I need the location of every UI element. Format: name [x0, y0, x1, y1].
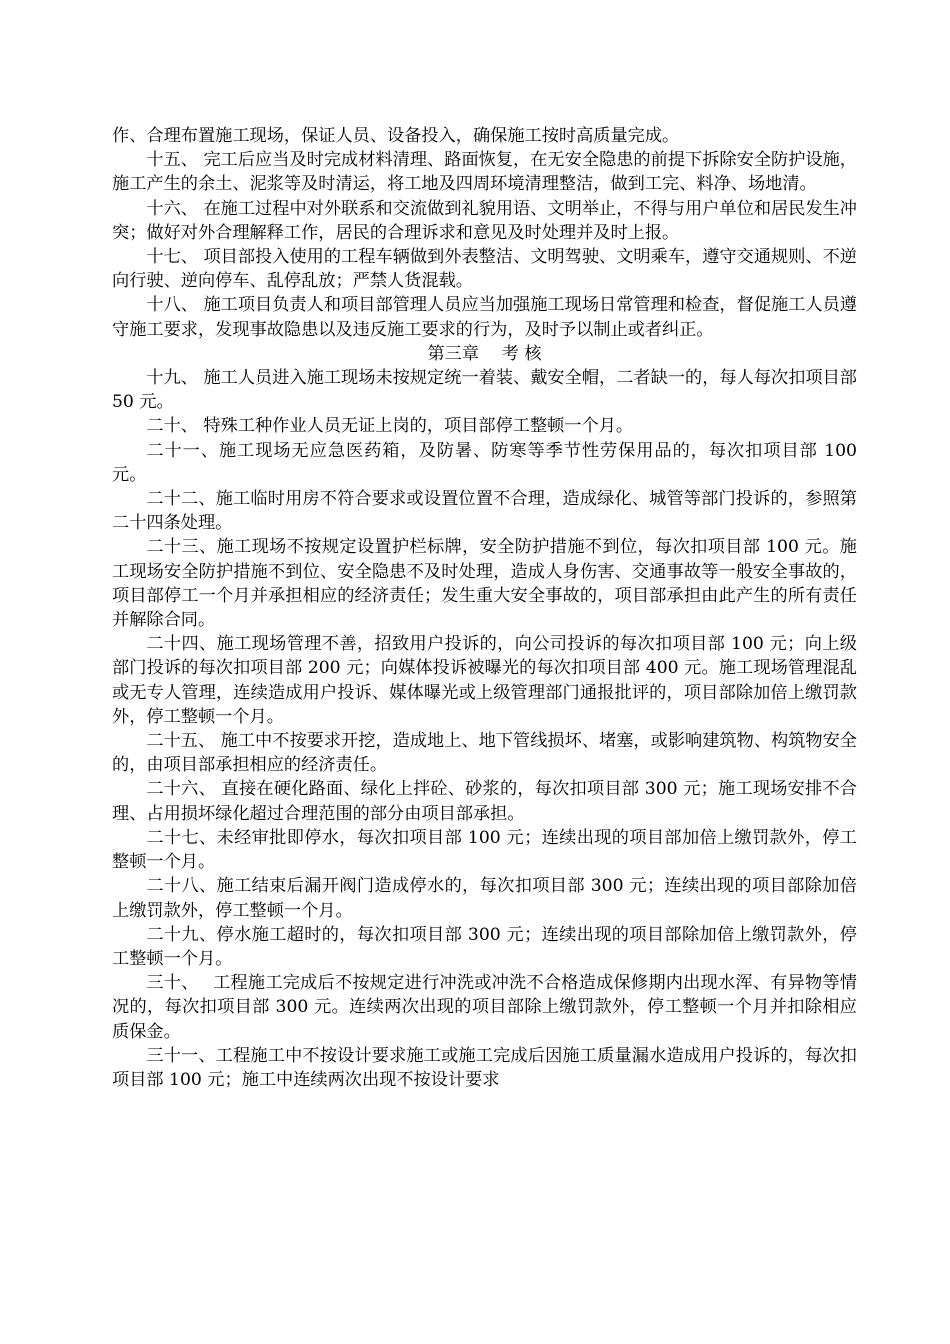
clause-25: 二十五、 施工中不按要求开挖，造成地上、地下管线损坏、堵塞，或影响建筑物、构筑物安全的，由项目部承担相应的经济责任。 [112, 731, 857, 776]
clause-26: 二十六、 直接在硬化路面、绿化上拌砼、砂浆的，每次扣项目部 300 元；施工现场安排不合理、占用损坏绿化超过合理范围的部分由项目部承担。 [112, 779, 857, 824]
chapter-heading: 第三章 考 核 [427, 343, 542, 364]
clause-23: 二十三、施工现场不按规定设置护栏标牌，安全防护措施不到位，每次扣项目部 100 元。施工现场安全防护措施不到位、安全隐患不及时处理，造成人身伤害、交通事故等一般安全事故的，项目部停工一个月并承担相应的经济责任；发生重大安全事故的，项目部承担由此产生的所有责任并解除合同。 [112, 537, 857, 631]
clause-20: 二十、 特殊工种作业人员无证上岗的，项目部停工整顿一个月。 [146, 416, 634, 437]
clause-16: 十六、 在施工过程中对外联系和交流做到礼貌用语、文明举止，不得与用户单位和居民发生冲突；做好对外合理解释工作，居民的合理诉求和意见及时处理并及时上报。 [112, 198, 857, 243]
clause-17: 十七、 项目部投入使用的工程车辆做到外表整洁、文明驾驶、文明乘车，遵守交通规则、不逆向行驶、逆向停车、乱停乱放；严禁人货混载。 [112, 247, 857, 292]
clause-28: 二十八、施工结束后漏开阀门造成停水的，每次扣项目部 300 元；连续出现的项目部除加倍上缴罚款外，停工整顿一个月。 [112, 876, 857, 921]
clause-31: 三十一、工程施工中不按设计要求施工或施工完成后因施工质量漏水造成用户投诉的，每次扣项目部 100 元；施工中连续两次出现不按设计要求 [112, 1045, 857, 1090]
clause-24: 二十四、施工现场管理不善，招致用户投诉的，向公司投诉的每次扣项目部 100 元；向上级部门投诉的每次扣项目部 200 元；向媒体投诉被曝光的每次扣项目部 400 元。施工现场管理混乱或无专人管理，连续造成用户投诉、媒体曝光或上级管理部门通报批评的，项目部除加倍上缴罚款外，停工整顿一个月。 [112, 634, 857, 727]
clause-21: 二十一、施工现场无应急医药箱，及防暑、防寒等季节性劳保用品的，每次扣项目部 100 元。 [112, 440, 857, 485]
clause-22: 二十二、施工临时用房不符合要求或设置位置不合理，造成绿化、城管等部门投诉的，参照第二十四条处理。 [112, 489, 857, 534]
clause-19: 十九、 施工人员进入施工现场未按规定统一着装、戴安全帽，二者缺一的，每人每次扣项目部 50 元。 [112, 368, 857, 413]
clause-15: 十五、 完工后应当及时完成材料清理、路面恢复，在无安全隐患的前提下拆除安全防护设施，施工产生的余土、泥浆等及时清运，将工地及四周环境清理整洁，做到工完、料净、场地清。 [112, 150, 857, 195]
clause-30: 三十、 工程施工完成后不按规定进行冲洗或冲洗不合格造成保修期内出现水浑、有异物等情况的，每次扣项目部 300 元。连续两次出现的项目部除上缴罚款外，停工整顿一个月并扣除相应质保金。 [112, 973, 857, 1042]
clause-27: 二十七、未经审批即停水，每次扣项目部 100 元；连续出现的项目部加倍上缴罚款外，停工整顿一个月。 [112, 827, 857, 873]
paragraph-continued: 作、合理布置施工现场，保证人员、设备投入，确保施工按时高质量完成。 [112, 126, 680, 146]
document-page [112, 124, 857, 1092]
clause-18: 十八、 施工项目负责人和项目部管理人员应当加强施工现场日常管理和检查，督促施工人员遵守施工要求，发现事故隐患以及违反施工要求的行为，及时予以制止或者纠正。 [112, 295, 857, 340]
clause-29: 二十九、停水施工超时的，每次扣项目部 300 元；连续出现的项目部除加倍上缴罚款外，停工整顿一个月。 [112, 924, 857, 969]
